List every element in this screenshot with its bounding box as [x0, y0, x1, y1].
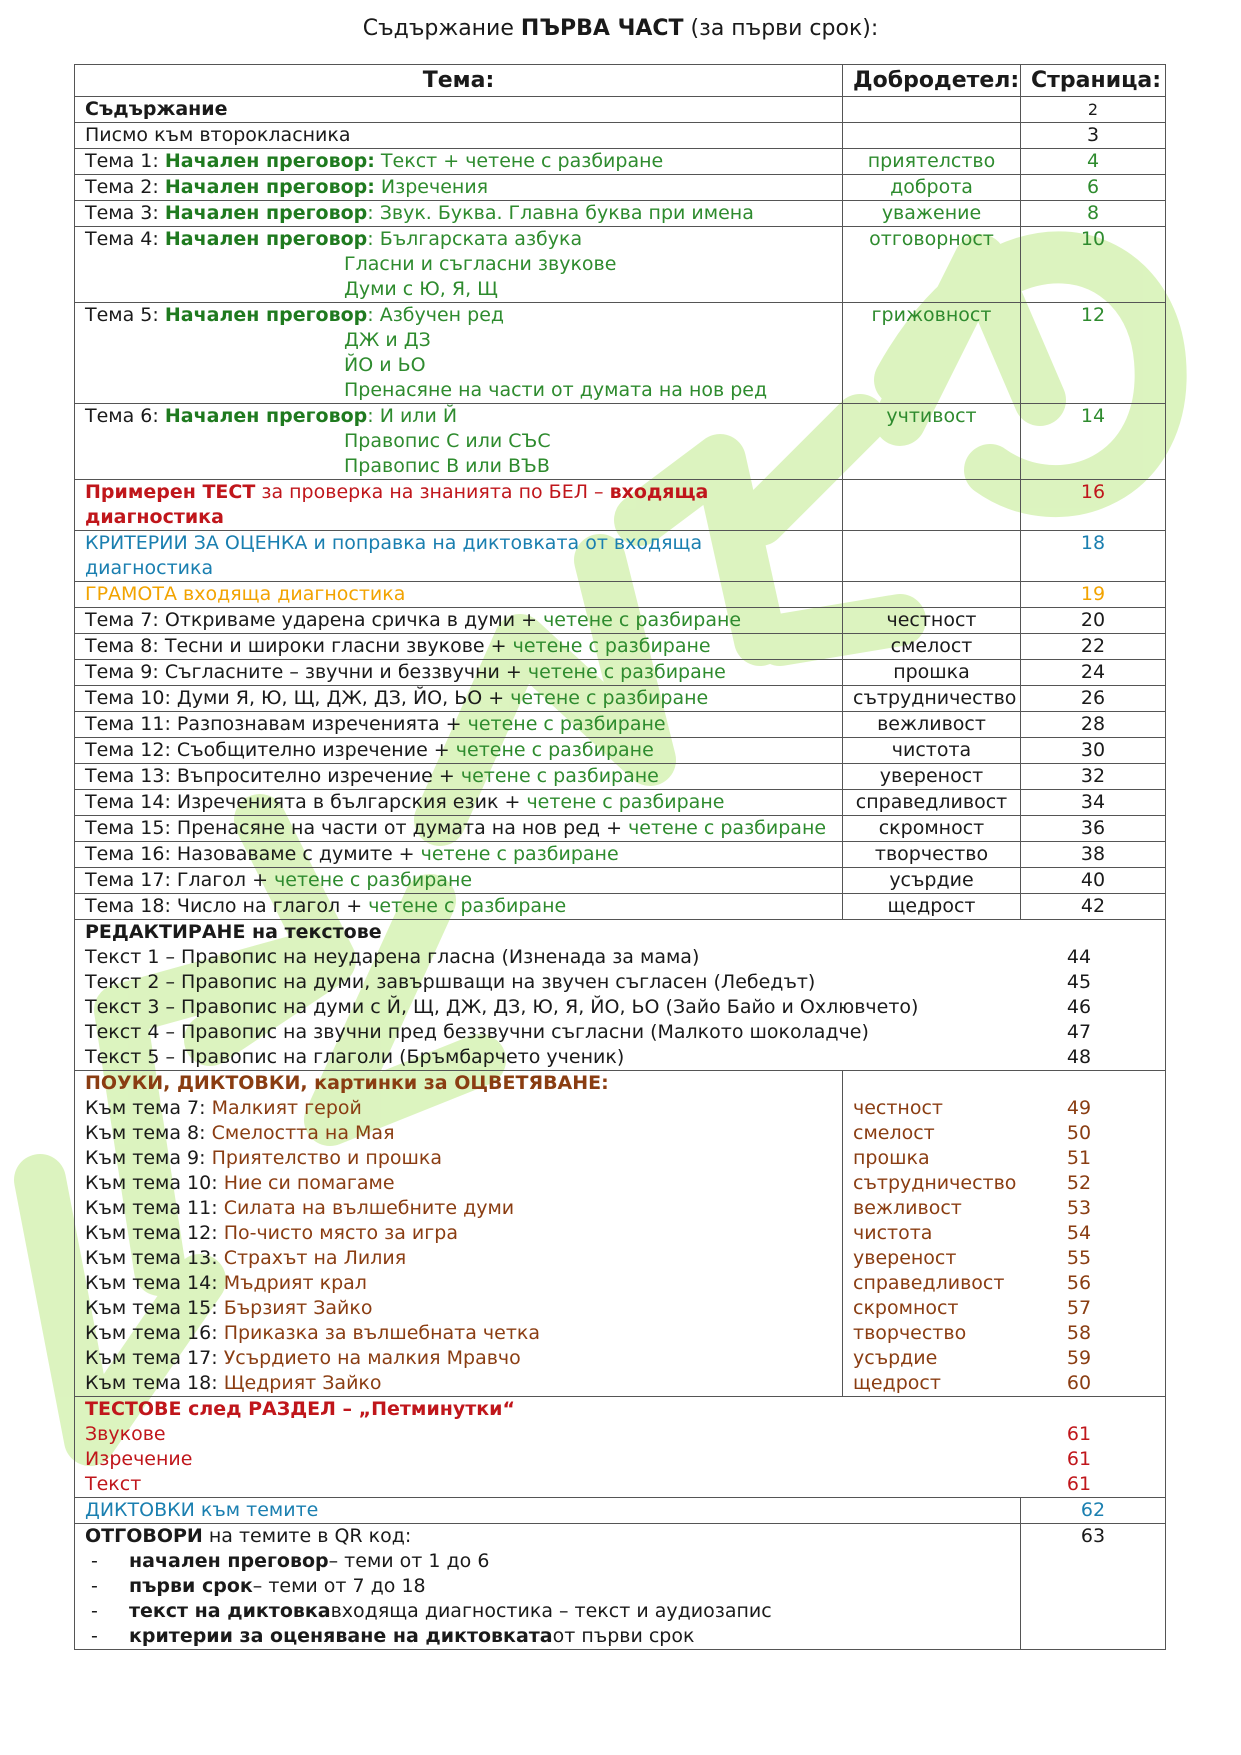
- bullet-dash: -: [91, 1575, 98, 1597]
- lesson-page: 53: [1066, 1197, 1092, 1219]
- topic-prefix: Тема 2:: [85, 176, 159, 198]
- toc-page: 24: [1021, 660, 1166, 686]
- toc-label: [75, 303, 843, 404]
- lesson-meta: [843, 1346, 1155, 1371]
- bullet-dash: -: [91, 1600, 98, 1622]
- lesson-prefix: Към тема 8:: [85, 1122, 206, 1144]
- answer-bold: текст на диктовка: [129, 1600, 331, 1622]
- test-label: Текст: [85, 1473, 142, 1495]
- topic-prefix: Тема 5:: [85, 304, 159, 326]
- topic-text: Тема 8: Тесни и широки гласни звукове +: [85, 635, 513, 657]
- topic-line: Текст + четене с разбиране: [380, 150, 664, 172]
- toc-label: [75, 842, 843, 868]
- lesson-item: [85, 1321, 832, 1346]
- editing-page: 48: [1066, 1046, 1092, 1068]
- toc-page: 34: [1021, 790, 1166, 816]
- topic-text: Тема 13: Въпросително изречение +: [85, 765, 461, 787]
- toc-row: [75, 686, 1166, 712]
- lesson-title: Ние си помагаме: [223, 1172, 395, 1194]
- test-page: 61: [1066, 1448, 1092, 1470]
- topic-green: четене с разбиране: [526, 791, 725, 813]
- editing-item: [85, 1020, 1155, 1045]
- lesson-virtue: справедливост: [853, 1272, 1005, 1294]
- test-bold: Примерен ТЕСТ: [85, 481, 256, 503]
- toc-label: [75, 480, 843, 531]
- page-title: [0, 16, 1241, 41]
- criteria-rest: и поправка на диктовката от входяща диагностика: [85, 532, 703, 579]
- answer-bold: първи срок: [129, 1575, 253, 1597]
- toc-row-criteria: [75, 531, 1166, 582]
- toc-page: 8: [1021, 201, 1166, 227]
- toc-row-diploma: [75, 582, 1166, 608]
- toc-label: [75, 582, 843, 608]
- toc-row: [75, 634, 1166, 660]
- toc-page: 6: [1021, 175, 1166, 201]
- toc-row: [75, 764, 1166, 790]
- toc-virtue: честност: [843, 608, 1021, 634]
- toc-virtue: смелост: [843, 634, 1021, 660]
- lesson-page: 54: [1066, 1222, 1092, 1244]
- header-row: [75, 65, 1166, 97]
- lesson-virtue: скромност: [853, 1297, 959, 1319]
- topic-text: Тема 11: Разпознавам изреченията +: [85, 713, 468, 735]
- topic-green: четене с разбиране: [420, 843, 619, 865]
- toc-label: Писмо към второкласника: [75, 123, 843, 149]
- lesson-prefix: Към тема 9:: [85, 1147, 206, 1169]
- toc-virtue: творчество: [843, 842, 1021, 868]
- lesson-item: [85, 1296, 832, 1321]
- lesson-title: По-чисто място за игра: [223, 1222, 458, 1244]
- lesson-meta: [843, 1121, 1155, 1146]
- toc-page: 28: [1021, 712, 1166, 738]
- criteria-caps: КРИТЕРИИ ЗА ОЦЕНКА: [85, 532, 308, 554]
- toc-label: [75, 634, 843, 660]
- title-bold: ПЪРВА ЧАСТ: [520, 16, 684, 41]
- topic-prefix: Тема 3:: [85, 202, 159, 224]
- lesson-page: 49: [1066, 1097, 1092, 1119]
- toc-row: [75, 404, 1166, 480]
- editing-page: 46: [1066, 996, 1092, 1018]
- answers-heading: ОТГОВОРИ: [85, 1525, 203, 1547]
- toc-virtue: чистота: [843, 738, 1021, 764]
- editing-item: [85, 945, 1155, 970]
- lesson-item: [85, 1121, 832, 1146]
- toc-page: 26: [1021, 686, 1166, 712]
- topic-prefix: Тема 4:: [85, 228, 159, 250]
- topic-line: ДЖ и ДЗ: [344, 329, 431, 351]
- toc-row: [75, 712, 1166, 738]
- test-page: 61: [1066, 1473, 1092, 1495]
- topic-line: : И или Й: [367, 405, 458, 427]
- topic-text: Тема 17: Глагол +: [85, 869, 275, 891]
- toc-row: [75, 123, 1166, 149]
- answer-item: [85, 1599, 1010, 1624]
- toc-label: [75, 608, 843, 634]
- toc-virtue: уважение: [843, 201, 1021, 227]
- editing-text: Текст 3 – Правопис на думи с Й, Щ, ДЖ, ДЗ, Ю, Я, ЙО, ЬО (Зайо Байо и Охлювчето): [85, 996, 919, 1018]
- toc-virtue: увереност: [843, 764, 1021, 790]
- lesson-item: [85, 1371, 832, 1396]
- lesson-virtue: щедрост: [853, 1372, 941, 1394]
- topic-line: Гласни и съгласни звукове: [344, 253, 617, 275]
- toc-label: [75, 894, 843, 920]
- toc-page: 2: [1021, 97, 1166, 123]
- toc-label: [75, 175, 843, 201]
- topic-green: четене с разбиране: [527, 661, 726, 683]
- test-label: Изречение: [85, 1448, 193, 1470]
- lesson-meta: [843, 1221, 1155, 1246]
- answer-item: [85, 1574, 1010, 1599]
- title-suffix: (за първи срок):: [690, 16, 879, 41]
- toc-label: [75, 790, 843, 816]
- answer-rest: входяща диагностика – текст и аудиозапис: [330, 1600, 772, 1622]
- topic-green: четене с разбиране: [510, 687, 709, 709]
- toc-virtue: отговорност: [843, 227, 1021, 303]
- topic-bold: Начален преговор:: [164, 176, 375, 198]
- lessons-right: [843, 1071, 1166, 1397]
- lesson-virtue: творчество: [853, 1322, 967, 1344]
- topic-text: Тема 12: Съобщително изречение +: [85, 739, 456, 761]
- topic-bold: Начален преговор: [164, 228, 368, 250]
- toc-row: [75, 201, 1166, 227]
- lesson-virtue: честност: [853, 1097, 943, 1119]
- test-page: 61: [1066, 1423, 1092, 1445]
- toc-row: [75, 608, 1166, 634]
- toc-table: [74, 64, 1166, 1650]
- editing-text: Текст 5 – Правопис на глаголи (Бръмбарчето ученик): [85, 1046, 625, 1068]
- answers-page: 63: [1021, 1524, 1166, 1650]
- lesson-page: 58: [1066, 1322, 1092, 1344]
- lesson-virtue: увереност: [853, 1247, 957, 1269]
- lesson-virtue: чистота: [853, 1222, 933, 1244]
- topic-green: четене с разбиране: [628, 817, 827, 839]
- topic-prefix: Тема 1:: [85, 150, 159, 172]
- toc-virtue: скромност: [843, 816, 1021, 842]
- lesson-title: Малкият герой: [211, 1097, 362, 1119]
- test-item: [85, 1422, 1155, 1447]
- lesson-page: 55: [1066, 1247, 1092, 1269]
- toc-row: [75, 842, 1166, 868]
- header-page: Страница:: [1021, 65, 1166, 97]
- lesson-meta: [843, 1146, 1155, 1171]
- bullet-dash: -: [91, 1625, 98, 1647]
- editing-cell: [75, 920, 1166, 1071]
- editing-heading: РЕДАКТИРАНЕ: [85, 921, 246, 943]
- lessons-left: [75, 1071, 843, 1397]
- lesson-title: Щедрият Зайко: [223, 1372, 382, 1394]
- lesson-prefix: Към тема 7:: [85, 1097, 206, 1119]
- topic-bold: Начален преговор:: [164, 150, 375, 172]
- answers-cell: [75, 1524, 1021, 1650]
- test-item: [85, 1447, 1155, 1472]
- lesson-page: 52: [1066, 1172, 1092, 1194]
- topic-green: четене с разбиране: [543, 609, 742, 631]
- lesson-virtue: смелост: [853, 1122, 935, 1144]
- topic-line: Думи с Ю, Я, Щ: [344, 278, 498, 300]
- header-topic: Тема:: [75, 65, 843, 97]
- tests-section: [75, 1397, 1166, 1498]
- toc-label: [75, 227, 843, 303]
- toc-virtue: щедрост: [843, 894, 1021, 920]
- editing-item: [85, 995, 1155, 1020]
- topic-line: : Българската азбука: [367, 228, 583, 250]
- topic-text: Тема 10: Думи Я, Ю, Щ, ДЖ, ДЗ, ЙО, ЬО +: [85, 687, 511, 709]
- toc-label: [75, 686, 843, 712]
- toc-row: [75, 816, 1166, 842]
- title-prefix: Съдържание: [362, 16, 514, 41]
- lesson-virtue: вежливост: [853, 1197, 962, 1219]
- toc-virtue: прошка: [843, 660, 1021, 686]
- topic-text: Тема 15: Пренасяне на части от думата на нов ред +: [85, 817, 629, 839]
- toc-label: [75, 712, 843, 738]
- toc-label: [75, 764, 843, 790]
- lesson-title: Бързият Зайко: [223, 1297, 373, 1319]
- toc-page: 42: [1021, 894, 1166, 920]
- toc-label: [75, 201, 843, 227]
- test-item: [85, 1472, 1155, 1497]
- toc-page: 30: [1021, 738, 1166, 764]
- toc-row: [75, 660, 1166, 686]
- toc-label: [75, 531, 843, 582]
- toc-row: [75, 227, 1166, 303]
- toc-label: Съдържание: [75, 97, 843, 123]
- answer-bold: начален преговор: [129, 1550, 329, 1572]
- diploma-caps: ГРАМОТА: [85, 583, 177, 605]
- tests-cell: [75, 1397, 1166, 1498]
- lesson-prefix: Към тема 12:: [85, 1222, 218, 1244]
- lesson-item: [85, 1221, 832, 1246]
- topic-green: четене с разбиране: [455, 739, 654, 761]
- test-bold2: входяща диагностика: [85, 481, 709, 528]
- diploma-rest: входяща диагностика: [177, 583, 406, 605]
- toc-virtue: [843, 531, 1021, 582]
- lesson-virtue: сътрудничество: [853, 1172, 1017, 1194]
- lesson-meta: [843, 1371, 1155, 1396]
- answers-section: [75, 1524, 1166, 1650]
- answers-heading-rest: в QR код:: [311, 1525, 412, 1547]
- toc-virtue: справедливост: [843, 790, 1021, 816]
- lesson-meta: [843, 1096, 1155, 1121]
- lesson-page: 50: [1066, 1122, 1092, 1144]
- test-label: Звукове: [85, 1423, 166, 1445]
- toc-page: 36: [1021, 816, 1166, 842]
- editing-section: [75, 920, 1166, 1071]
- answer-item: [85, 1549, 1010, 1574]
- dictations-page: 62: [1021, 1498, 1166, 1524]
- lesson-item: [85, 1246, 832, 1271]
- toc-row-test: [75, 480, 1166, 531]
- topic-bold: Начален преговор: [164, 405, 368, 427]
- lesson-prefix: Към тема 14:: [85, 1272, 218, 1294]
- editing-text: Текст 1 – Правопис на неударена гласна (Изненада за мама): [85, 946, 700, 968]
- editing-item: [85, 970, 1155, 995]
- toc-page: 10: [1021, 227, 1166, 303]
- toc-label: [75, 404, 843, 480]
- topic-line: ЙО и ЬО: [344, 354, 426, 376]
- toc-page: 38: [1021, 842, 1166, 868]
- toc-page: 4: [1021, 149, 1166, 175]
- lesson-prefix: Към тема 10:: [85, 1172, 218, 1194]
- editing-page: 47: [1066, 1021, 1092, 1043]
- test-mid: за проверка на знанията по БЕЛ –: [255, 481, 610, 503]
- lessons-heading: ПОУКИ, ДИКТОВКИ, картинки за ОЦВЕТЯВАНЕ:: [85, 1072, 609, 1094]
- toc-row: [75, 303, 1166, 404]
- topic-bold: Начален преговор: [164, 202, 368, 224]
- topic-green: четене с разбиране: [460, 765, 659, 787]
- toc-virtue: доброта: [843, 175, 1021, 201]
- toc-row: [75, 149, 1166, 175]
- dictations-label: [75, 1498, 1021, 1524]
- lesson-prefix: Към тема 18:: [85, 1372, 218, 1394]
- topic-green: четене с разбиране: [274, 869, 473, 891]
- lesson-item: [85, 1096, 832, 1121]
- toc-virtue: [843, 123, 1021, 149]
- toc-virtue: приятелство: [843, 149, 1021, 175]
- dictations-row: [75, 1498, 1166, 1524]
- toc-label: [75, 738, 843, 764]
- toc-page: 40: [1021, 868, 1166, 894]
- topic-green: четене с разбиране: [368, 895, 567, 917]
- toc-page: 16: [1021, 480, 1166, 531]
- topic-text: Тема 9: Съгласните – звучни и беззвучни +: [85, 661, 528, 683]
- lesson-prefix: Към тема 13:: [85, 1247, 218, 1269]
- toc-row: [75, 97, 1166, 123]
- lesson-prefix: Към тема 11:: [85, 1197, 218, 1219]
- answer-rest: – теми от 7 до 18: [252, 1575, 426, 1597]
- answer-rest: от първи срок: [552, 1625, 695, 1647]
- topic-line: Правопис С или СЪС: [344, 430, 551, 452]
- lesson-virtue: прошка: [853, 1147, 930, 1169]
- lesson-item: [85, 1271, 832, 1296]
- toc-virtue: вежливост: [843, 712, 1021, 738]
- toc-label: [75, 816, 843, 842]
- toc-virtue: [843, 97, 1021, 123]
- lesson-page: 60: [1066, 1372, 1092, 1394]
- toc-row: [75, 790, 1166, 816]
- toc-page: 20: [1021, 608, 1166, 634]
- editing-page: 45: [1066, 971, 1092, 993]
- topic-line: Правопис В или ВЪВ: [344, 455, 550, 477]
- dictations-caps: ДИКТОВКИ: [85, 1499, 195, 1521]
- toc-page: 18: [1021, 531, 1166, 582]
- answer-item: [85, 1624, 1010, 1649]
- lesson-meta: [843, 1296, 1155, 1321]
- toc-row: [75, 175, 1166, 201]
- header-virtue: Добродетел:: [843, 65, 1021, 97]
- topic-text: Тема 16: Назоваваме с думите +: [85, 843, 421, 865]
- lesson-prefix: Към тема 16:: [85, 1322, 218, 1344]
- editing-item: [85, 1045, 1155, 1070]
- topic-line: Пренасяне на части от думата на нов ред: [344, 379, 768, 401]
- bullet-dash: -: [91, 1550, 98, 1572]
- toc-label: [75, 868, 843, 894]
- topic-line: Изречения: [380, 176, 489, 198]
- lesson-virtue: усърдие: [853, 1347, 938, 1369]
- lesson-meta: [843, 1196, 1155, 1221]
- lesson-page: 59: [1066, 1347, 1092, 1369]
- lesson-item: [85, 1346, 832, 1371]
- toc-page: 22: [1021, 634, 1166, 660]
- lesson-meta: [843, 1171, 1155, 1196]
- toc-label: [75, 149, 843, 175]
- lesson-title: Усърдието на малкия Мравчо: [223, 1347, 521, 1369]
- editing-text: Текст 4 – Правопис на звучни пред беззвучни съгласни (Малкото шоколадче): [85, 1021, 869, 1043]
- toc-virtue: учтивост: [843, 404, 1021, 480]
- lesson-page: 56: [1066, 1272, 1092, 1294]
- topic-green: четене с разбиране: [512, 635, 711, 657]
- editing-text: Текст 2 – Правопис на думи, завършващи на звучен съгласен (Лебедът): [85, 971, 816, 993]
- answer-bold: критерии за оценяване на диктовката: [129, 1625, 553, 1647]
- answer-rest: – теми от 1 до 6: [328, 1550, 490, 1572]
- lesson-prefix: Към тема 17:: [85, 1347, 218, 1369]
- lesson-prefix: Към тема 15:: [85, 1297, 218, 1319]
- lessons-section: [75, 1071, 1166, 1397]
- toc-virtue: [843, 582, 1021, 608]
- toc-virtue: [843, 480, 1021, 531]
- toc-virtue: усърдие: [843, 868, 1021, 894]
- toc-page: 3: [1021, 123, 1166, 149]
- topic-line: : Азбучен ред: [367, 304, 505, 326]
- lesson-item: [85, 1171, 832, 1196]
- lesson-page: 51: [1066, 1147, 1092, 1169]
- lesson-meta: [843, 1246, 1155, 1271]
- toc-label: [75, 660, 843, 686]
- toc-row: [75, 738, 1166, 764]
- lesson-title: Страхът на Лилия: [223, 1247, 407, 1269]
- dictations-rest: към темите: [194, 1499, 319, 1521]
- lesson-title: Приятелство и прошка: [211, 1147, 443, 1169]
- lesson-page: 57: [1066, 1297, 1092, 1319]
- lesson-meta: [843, 1321, 1155, 1346]
- toc-page: 12: [1021, 303, 1166, 404]
- topic-prefix: Тема 6:: [85, 405, 159, 427]
- lesson-item: [85, 1196, 832, 1221]
- toc-virtue: сътрудничество: [843, 686, 1021, 712]
- editing-page: 44: [1066, 946, 1092, 968]
- tests-heading: ТЕСТОВЕ след РАЗДЕЛ – „Петминутки“: [85, 1398, 515, 1420]
- topic-text: Тема 14: Изреченията в българския език +: [85, 791, 527, 813]
- topic-text: Тема 7: Откриваме ударена сричка в думи +: [85, 609, 544, 631]
- lesson-title: Силата на вълшебните думи: [223, 1197, 515, 1219]
- lesson-item: [85, 1146, 832, 1171]
- topic-text: Тема 18: Число на глагол +: [85, 895, 369, 917]
- topic-bold: Начален преговор: [164, 304, 368, 326]
- answers-heading-mid: на темите: [202, 1525, 312, 1547]
- lesson-meta: [843, 1271, 1155, 1296]
- lesson-title: Мъдрият крал: [223, 1272, 367, 1294]
- topic-green: четене с разбиране: [467, 713, 666, 735]
- lesson-title: Приказка за вълшебната четка: [223, 1322, 541, 1344]
- toc-row: [75, 894, 1166, 920]
- lesson-title: Смелостта на Мая: [211, 1122, 395, 1144]
- toc-page: 32: [1021, 764, 1166, 790]
- toc-page: 14: [1021, 404, 1166, 480]
- editing-heading-rest: на текстове: [245, 921, 382, 943]
- topic-line: : Звук. Буква. Главна буква при имена: [367, 202, 754, 224]
- toc-virtue: грижовност: [843, 303, 1021, 404]
- toc-row: [75, 868, 1166, 894]
- toc-page: 19: [1021, 582, 1166, 608]
